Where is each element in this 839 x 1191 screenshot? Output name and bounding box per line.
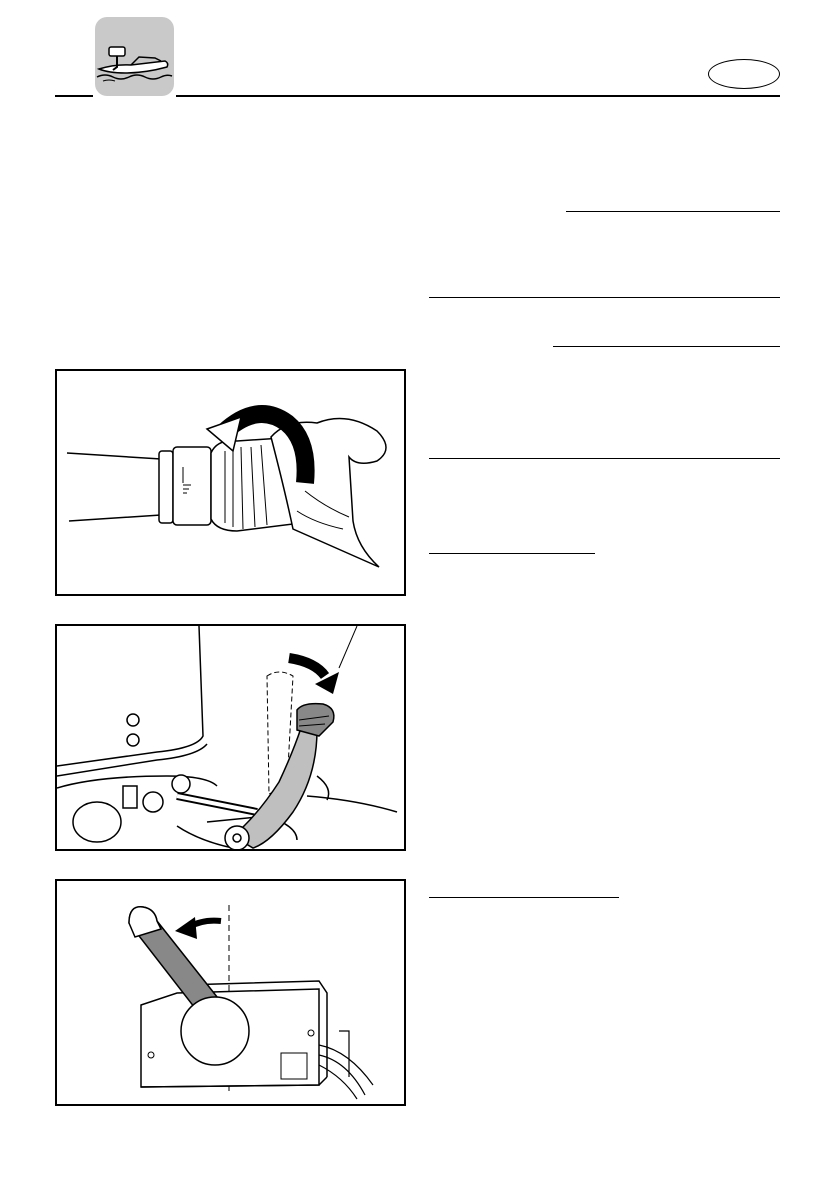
figure-throttle-grip [55, 369, 406, 596]
outboard-boat-icon [95, 17, 174, 96]
heading-underline-1 [566, 211, 780, 212]
shift-lever-illustration [57, 626, 406, 851]
figure-shift-lever [55, 624, 406, 851]
heading-underline-3 [429, 553, 595, 554]
remote-control-box-illustration [57, 881, 406, 1106]
header-rule-right [176, 95, 780, 97]
section-rule-2 [429, 458, 780, 459]
heading-underline-4 [429, 897, 619, 898]
heading-underline-2 [553, 346, 780, 347]
figure-remote-control [55, 879, 406, 1106]
section-rule-1 [429, 297, 780, 298]
section-icon-tab [95, 17, 174, 96]
twist-throttle-grip-illustration [57, 371, 406, 596]
language-badge [708, 59, 780, 89]
header-rule-left [55, 95, 93, 97]
